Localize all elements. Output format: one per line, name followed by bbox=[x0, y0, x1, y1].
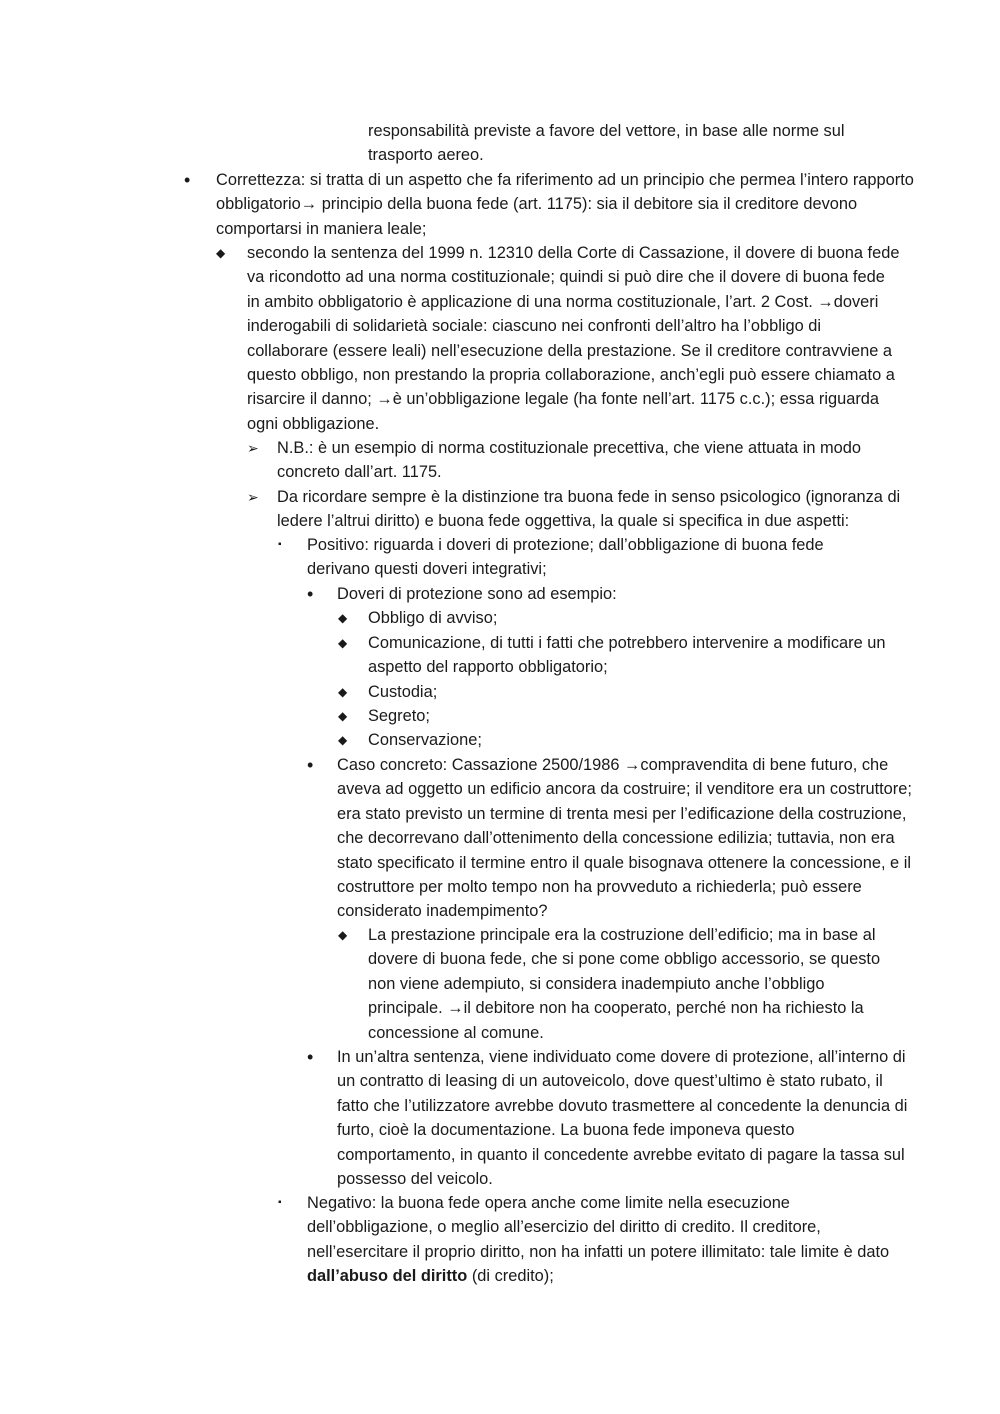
list-item-text bbox=[307, 1191, 902, 1289]
list-item-text: Caso concreto: Cassazione 2500/1986 →compravendita di bene futuro, che aveva ad oggetto un edificio ancora da costruire; il venditore era un costruttore; era stato previsto un termine di trenta mesi per l’edificazione della costruzione, che decorrevano dall’ottenimento della concessione edilizia; tuttavia, non era stato specificato il termine entro il quale bisognava ottenere la concessione, e il costruttore per molto tempo non ha provveduto a richiederla; può essere considerato inadempimento? bbox=[337, 756, 912, 921]
bullet-dot: • bbox=[307, 755, 314, 775]
list-item-text: Custodia; bbox=[368, 683, 438, 701]
list-item-positivo bbox=[307, 533, 882, 582]
list-item-distinzione bbox=[277, 485, 902, 534]
list-item-text: Segreto; bbox=[368, 707, 430, 725]
bullet-diamond: ◆ bbox=[338, 709, 348, 723]
bullet-dot: • bbox=[307, 1047, 314, 1067]
bullet-dot: • bbox=[184, 170, 191, 190]
list-item-correttezza bbox=[216, 168, 916, 241]
list-item-text: Comunicazione, di tutti i fatti che potrebbero intervenire a modificare un aspetto del rapporto obbligatorio; bbox=[368, 634, 886, 677]
list-item-text: La prestazione principale era la costruzione dell’edificio; ma in base al dovere di buona fede, che si pone come obbligo accessorio, se questo non viene adempiuto, si considera inadempiuto anche l’obbligo principale. →il debitore non ha cooperato, perché non ha richiesto la concessione al comune. bbox=[368, 926, 881, 1042]
list-item-conservazione bbox=[368, 728, 898, 752]
list-item-text: Positivo: riguarda i doveri di protezione; dall’obbligazione di buona fede derivano questi doveri integrativi; bbox=[307, 536, 824, 579]
negativo-text-before: Negativo: la buona fede opera anche come limite nella esecuzione dell’obbligazione, o meglio all’esercizio del diritto di credito. Il creditore, nell’esercitare il proprio diritto, non ha infatti un potere illimitato: tale limite è dato bbox=[307, 1194, 890, 1261]
bullet-diamond: ◆ bbox=[338, 928, 348, 942]
paragraph-continuation bbox=[368, 119, 888, 168]
list-item-text: N.B.: è un esempio di norma costituzionale precettiva, che viene attuata in modo concreto dall’art. 1175. bbox=[277, 439, 862, 482]
list-item-text: Obbligo di avviso; bbox=[368, 609, 498, 627]
bullet-diamond: ◆ bbox=[216, 246, 226, 260]
bullet-dot: • bbox=[307, 584, 314, 604]
negativo-text-after: (di credito); bbox=[467, 1267, 554, 1286]
list-item-custodia bbox=[368, 680, 898, 704]
list-item-text: Da ricordare sempre è la distinzione tra buona fede in senso psicologico (ignoranza di ledere l’altrui diritto) e buona fede oggettiva, la quale si specifica in due aspetti: bbox=[277, 488, 901, 531]
list-item-doveri bbox=[337, 582, 897, 606]
negativo-text-bold: dall’abuso del diritto bbox=[307, 1267, 468, 1286]
bullet-diamond: ◆ bbox=[338, 611, 348, 625]
bullet-arrow: ➢ bbox=[247, 489, 259, 505]
list-item-caso-concreto bbox=[337, 753, 912, 924]
bullet-diamond: ◆ bbox=[338, 685, 348, 699]
list-item-text: Conservazione; bbox=[368, 731, 482, 749]
bullet-diamond: ◆ bbox=[338, 733, 348, 747]
bullet-square: ▪ bbox=[278, 1197, 282, 1208]
list-item-avviso bbox=[368, 606, 898, 630]
bullet-arrow: ➢ bbox=[247, 440, 259, 456]
list-item-comunicazione bbox=[368, 631, 898, 680]
list-item-text: Doveri di protezione sono ad esempio: bbox=[337, 585, 617, 603]
list-item-text: secondo la sentenza del 1999 n. 12310 della Corte di Cassazione, il dovere di buona fede va ricondotto ad una norma costituzionale; quindi si può dire che il dovere di buona fede in ambito obbligatorio è applicazione di una norma costituzionale, l’art. 2 Cost. →doveri inderogabili di solidarietà sociale: ciascuno nei confronti dell’altro ha l’obbligo di collaborare (essere leali) nell’esecuzione della prestazione. Se il creditore contravviene a questo obbligo, non prestando la propria collaborazione, anch’egli può essere chiamato a risarcire il danno; →è un’obbligazione legale (ha fonte nell’art. 1175 c.c.); essa riguarda ogni obbligazione. bbox=[247, 244, 900, 433]
list-item-leasing bbox=[337, 1045, 912, 1191]
list-item-segreto bbox=[368, 704, 898, 728]
list-item-prestazione bbox=[368, 923, 903, 1045]
list-item-text: Correttezza: si tratta di un aspetto che fa riferimento ad un principio che permea l’intero rapporto obbligatorio→ principio della buona fede (art. 1175): sia il debitore sia il creditore devono comportarsi in maniera leale; bbox=[216, 171, 914, 238]
paragraph-text: responsabilità previste a favore del vettore, in base alle norme sul trasporto aereo. bbox=[368, 122, 845, 165]
bullet-square: ▪ bbox=[278, 539, 282, 550]
list-item-negativo bbox=[307, 1191, 902, 1289]
list-item-nb bbox=[277, 436, 897, 485]
bullet-diamond: ◆ bbox=[338, 636, 348, 650]
list-item-sentenza-1999 bbox=[247, 241, 902, 436]
list-item-text: In un’altra sentenza, viene individuato come dovere di protezione, all’interno di un contratto di leasing di un autoveicolo, dove quest’ultimo è stato rubato, il fatto che l’utilizzatore avrebbe dovuto trasmettere al concedente la denuncia di furto, cioè la documentazione. La buona fede imponeva questo comportamento, in quanto il concedente avrebbe evitato di pagare la tassa sul possesso del veicolo. bbox=[337, 1048, 908, 1189]
